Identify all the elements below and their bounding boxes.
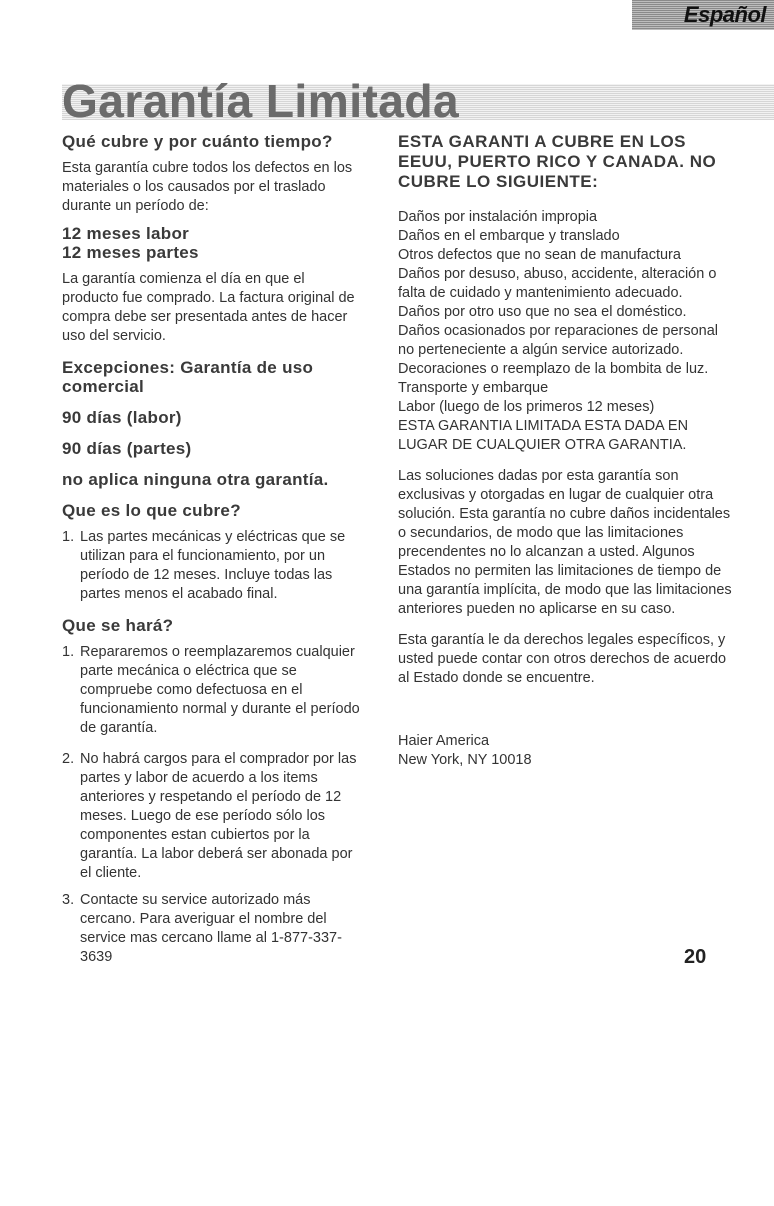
exclusion-item: Daños por desuso, abuso, accidente, alteración o falta de cuidado y mantenimiento adecuado. bbox=[398, 266, 717, 301]
exclusion-item: Daños ocasionados por reparaciones de personal no perteneciente a algún service autorizado. bbox=[398, 323, 719, 358]
list-item bbox=[62, 891, 362, 967]
actions-list bbox=[62, 643, 362, 967]
list-number: 1. bbox=[62, 529, 75, 545]
exclusion-item: Labor (luego de los primeros 12 meses) bbox=[398, 399, 655, 415]
list-item bbox=[62, 750, 362, 883]
exclusion-item: Daños en el embarque y translado bbox=[398, 228, 620, 244]
term-labor: 12 meses labor bbox=[62, 224, 190, 243]
exclusion-item: Otros defectos que no sean de manufactura bbox=[398, 247, 681, 263]
list-number: 3. bbox=[62, 892, 75, 908]
company-name: Haier America bbox=[398, 733, 490, 749]
exclusions-heading: ESTA GARANTI A CUBRE EN LOS EEUU, PUERTO RICO Y CANADA. NO CUBRE LO SIGUIENTE: bbox=[398, 132, 717, 191]
exclusion-item: Daños por otro uso que no sea el doméstico. bbox=[398, 304, 687, 320]
covers-heading: Que es lo que cubre? bbox=[62, 501, 241, 520]
exclusions-list bbox=[398, 208, 738, 455]
coverage-heading: Qué cubre y por cuánto tiempo? bbox=[62, 132, 333, 151]
exclusion-item: Transporte y embarque bbox=[398, 380, 549, 396]
days-parts: 90 días (partes) bbox=[62, 439, 192, 458]
covers-list bbox=[62, 528, 362, 604]
page-number: 20 bbox=[684, 946, 707, 968]
left-column bbox=[62, 132, 362, 967]
page-title: Garantía Limitada bbox=[62, 75, 460, 127]
language-label: Español bbox=[683, 2, 766, 27]
no-other-warranty: no aplica ninguna otra garantía. bbox=[62, 470, 329, 489]
exceptions-heading: Excepciones: Garantía de uso comercial bbox=[62, 358, 314, 396]
list-number: 1. bbox=[62, 644, 75, 660]
exclusion-item: Decoraciones o reemplazo de la bombita de luz. bbox=[398, 361, 709, 377]
list-item bbox=[62, 528, 362, 604]
days-labor: 90 días (labor) bbox=[62, 408, 182, 427]
solutions-text: Las soluciones dadas por esta garantía son exclusivas y otorgadas en lugar de cualquier otra solución. Esta garantía no cubre daños incidentales o secundarios, de modo que las limitaciones precendentes no lo alcanzan a usted. Algunos Estados no permiten las limitaciones de tiempo de una garantía implícita, de modo que las limitaciones anteriores pueden no aplicarse en su caso. bbox=[398, 468, 732, 617]
language-tab bbox=[632, 0, 774, 30]
company-address: New York, NY 10018 bbox=[398, 752, 532, 768]
rights-text: Esta garantía le da derechos legales específicos, y usted puede contar con otros derechos de acuerdo al Estado donde se encuentre. bbox=[398, 632, 727, 686]
exclusion-item: ESTA GARANTIA LIMITADA ESTA DADA EN LUGAR DE CUALQUIER OTRA GARANTIA. bbox=[398, 418, 689, 453]
list-text: Repararemos o reemplazaremos cualquier parte mecánica o eléctrica que se compruebe como defectuosa en el funcionamiento normal y durante el período de garantía. bbox=[80, 644, 360, 736]
term-parts: 12 meses partes bbox=[62, 243, 199, 262]
exclusion-item: Daños por instalación impropia bbox=[398, 209, 598, 225]
list-text: Las partes mecánicas y eléctricas que se utilizan para el funcionamiento, por un período de 12 meses. Incluye todas las partes menos el acabado final. bbox=[80, 529, 346, 602]
list-number: 2. bbox=[62, 751, 75, 767]
list-item bbox=[62, 643, 362, 738]
actions-heading: Que se hará? bbox=[62, 616, 174, 635]
list-text: No habrá cargos para el comprador por las partes y labor de acuerdo a los items anteriores y respetando el período de 12 meses. Luego de ese período sólo los componentes estan cubiertos por la garantía. La labor deberá ser abonada por el cliente. bbox=[80, 751, 357, 881]
start-text: La garantía comienza el día en que el producto fue comprado. La factura original de compra debe ser presentada antes de hacer uso del servicio. bbox=[62, 271, 355, 344]
right-column bbox=[398, 132, 738, 770]
coverage-text: Esta garantía cubre todos los defectos en los materiales o los causados por el traslado durante un período de: bbox=[62, 160, 353, 214]
list-text: Contacte su service autorizado más cercano. Para averiguar el nombre del service mas cercano llame al 1-877-337-3639 bbox=[80, 892, 342, 965]
